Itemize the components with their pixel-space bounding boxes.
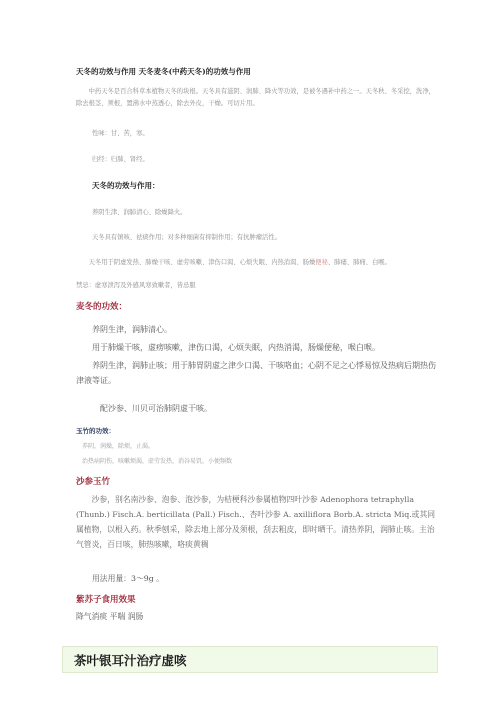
- effects-line-1: 养阴生津、润肺清心、除燥降火。: [92, 209, 187, 216]
- usage-text-b: 、肺痿、肺痈、白喉。: [327, 259, 391, 266]
- zisu-heading: 紫苏子食用效果: [76, 595, 136, 605]
- shashen-heading: 沙参玉竹: [76, 477, 111, 487]
- yuzhu-p2: 治热病阴伤，咳嗽烦渴，虚劳发热，消谷易饥，小便频数: [82, 458, 233, 465]
- meridian-line: 归经：归肺、肾经。: [92, 156, 149, 163]
- maidong-p3: 养阴生津，润肺止咳；用于肺胃阴虚之津少口渴、干咳咯血；心阴不足之心悸易惊及热病后期热伤津液等证。: [76, 361, 436, 385]
- shashen-paragraph: 沙参，别名南沙参、泡参、泡沙参，为桔梗科沙参属植物四叶沙参 Adenophora tetraphylla (Thunb.) Fisch.A. berticillata (Pall.) Fisch.、杏叶沙参 A. axilliflora Borb.A. stricta Miq.或其同属植物，以根入药。秋季刨采，除去地上部分及须根，刮去粗皮，即时晒干。清热养阴，润肺止咳。主治气管炎，百日咳，肺热咳嗽，咯痰黄稠: [76, 495, 436, 549]
- contraindication-line: 禁忌：虚寒泄泻及外感风寒致嗽者，皆忌服: [76, 282, 196, 289]
- doc-title: 天冬的功效与作用 天冬麦冬(中药天冬)的功效与作用: [76, 67, 251, 76]
- maidong-p2: 用于肺燥干咳，虚痨咳嗽，津伤口渴，心烦失眠，内热消渴，肠燥便秘，喉白喉。: [92, 343, 380, 352]
- maidong-p4: 配沙参、川贝可治肺阴虚干咳。: [100, 404, 212, 413]
- effects-line-2: 天冬具有镇咳、祛痰作用；对多种细菌有抑制作用；有抗肿瘤活性。: [92, 234, 281, 241]
- maidong-heading: 麦冬的功效：: [76, 302, 128, 312]
- tea-tremella-banner: [62, 646, 438, 673]
- zisu-effects: 降气消痰 平喘 润肠: [76, 612, 144, 621]
- yuzhu-heading: 玉竹的功效：: [76, 427, 115, 435]
- effects-heading: 天冬的功效与作用：: [92, 181, 160, 190]
- nature-line: 性味：甘、苦，寒。: [92, 130, 149, 137]
- usage-paragraph: [76, 257, 440, 269]
- usage-text-a: 天冬用于阴虚发热、肺燥干咳、虚劳咳嗽、津伤口渴、心烦失眠、内热消渴、肠燥: [88, 259, 316, 266]
- maidong-p1: 养阴生津，润肺清心。: [92, 325, 172, 334]
- usage-highlight: 便秘: [315, 259, 328, 266]
- banner-title: 茶叶银耳汁治疗虚咳: [74, 652, 187, 668]
- yuzhu-p1: 养阴，润燥，除烦，止渴。: [82, 443, 155, 450]
- dosage-line: 用法用量：3～9g 。: [92, 574, 164, 583]
- intro-paragraph: 中药天冬是百合科草本植物天冬的块根。天冬具有滋阴、润肺、降火等功效，是被冬遇补中药之一。天冬秋、冬采挖，洗净，除去根茎、须根，置沸水中蒸透心，除去外皮，干燥。可切片用。: [76, 88, 435, 107]
